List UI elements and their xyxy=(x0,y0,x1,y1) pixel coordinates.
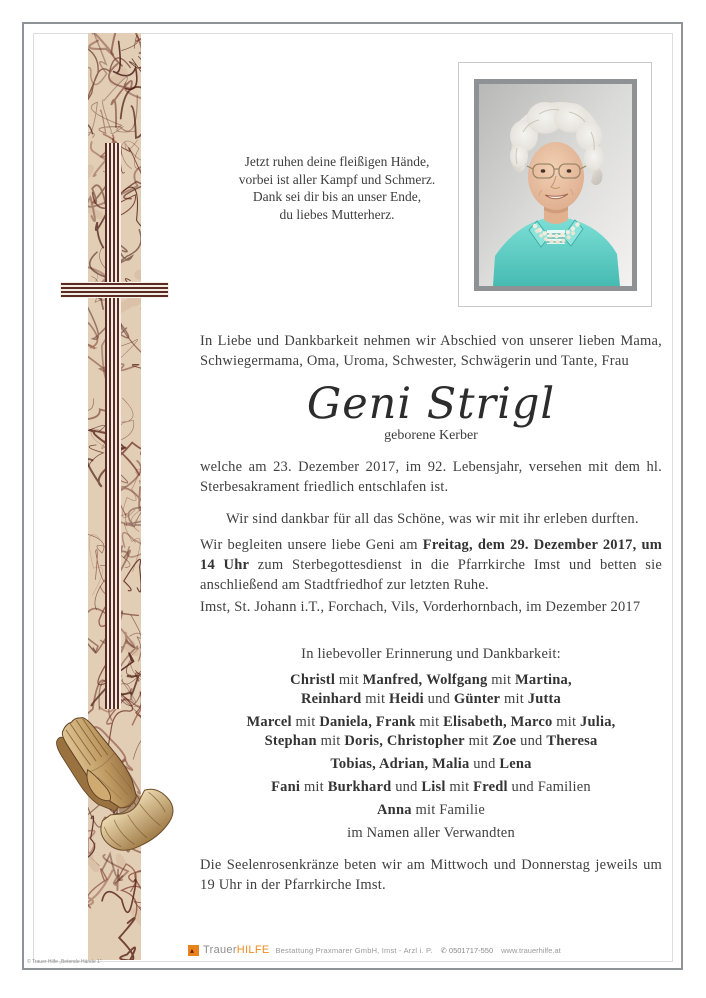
remembrance-heading: In liebevoller Erinnerung und Dankbarkeit: xyxy=(301,646,561,662)
family-line: Fani mit Burkhard und Lisl mit Fredl und Familien xyxy=(271,779,591,795)
family-line: Anna mit Familie xyxy=(377,802,485,818)
family-line: Christl mit Manfred, Wolfgang mit Martina, xyxy=(290,672,572,688)
brand-part-trauer: Trauer xyxy=(203,944,237,956)
website-link: www.trauerhilfe.at xyxy=(501,945,561,955)
family-list xyxy=(200,671,662,843)
poem-line: Jetzt ruhen deine fleißigen Hände, xyxy=(244,154,430,169)
rosary-paragraph: Die Seelenrosenkränze beten wir am Mittwoch und Donnerstag jeweils um 19 Uhr in der Pfarrkirche Imst. xyxy=(200,857,662,893)
brand-part-hilfe: HILFE xyxy=(236,944,270,956)
poem-line: du liebes Mutterherz. xyxy=(279,206,395,222)
poem-line: vorbei ist aller Kampf und Schmerz. xyxy=(238,171,436,187)
cross-vertical-stripe xyxy=(105,143,121,709)
company-line: Bestattung Praxmarer GmbH, Imst - Arzl i. P. xyxy=(275,945,433,955)
death-paragraph: welche am 23. Dezember 2017, im 92. Lebensjahr, versehen mit dem hl. Sterbesakrament friedlich entschlafen ist. xyxy=(200,459,662,495)
memorial-poem xyxy=(200,153,474,223)
thanks-line: Wir sind dankbar für all das Schöne, was wir mit ihr erleben durften. xyxy=(226,511,639,527)
funeral-paragraph: Wir begleiten unsere liebe Geni am Freitag, dem 29. Dezember 2017, um 14 Uhr zum Sterbegottesdienst in die Pfarrkirche Imst und betten sie anschließend am Stadtfriedhof zur letzten Ruhe. xyxy=(200,537,662,593)
funeral-home-footer xyxy=(188,944,658,956)
family-line: im Namen aller Verwandten xyxy=(347,825,515,841)
family-line: Reinhard mit Heidi und Günter mit Jutta xyxy=(301,691,561,707)
phone-icon: ✆ xyxy=(440,945,447,955)
poem-line: Dank sei dir bis an unser Ende, xyxy=(252,189,422,204)
trauerhilfe-logo-icon: ▴ xyxy=(188,945,199,956)
intro-paragraph: In Liebe und Dankbarkeit nehmen wir Abschied von unserer lieben Mama, Schwiegermama, Oma, Uroma, Schwester, Schwägerin und Tante, Frau xyxy=(200,333,662,369)
artwork-credit: © Trauer Hilfe „Betende Hände 1“ xyxy=(27,959,102,965)
family-line: Stephan mit Doris, Christopher mit Zoe und Theresa xyxy=(264,733,598,749)
trauerhilfe-brand xyxy=(203,944,269,956)
family-line: Marcel mit Daniela, Frank mit Elisabeth, Marco mit Julia, xyxy=(246,714,616,730)
places-line: Imst, St. Johann i.T., Forchach, Vils, Vorderhornbach, im Dezember 2017 xyxy=(200,599,641,615)
portrait-photo xyxy=(474,79,637,291)
phone-number: 0501717-550 xyxy=(448,945,494,955)
praying-hands-illustration xyxy=(44,694,186,864)
portrait-frame xyxy=(458,62,652,307)
phone-line xyxy=(441,946,494,955)
family-line: Tobias, Adrian, Malia und Lena xyxy=(330,756,532,772)
cross-horizontal-stripe xyxy=(61,283,168,297)
deceased-name: Geni Strigl xyxy=(306,379,556,429)
maiden-name: geborene Kerber xyxy=(384,428,478,443)
